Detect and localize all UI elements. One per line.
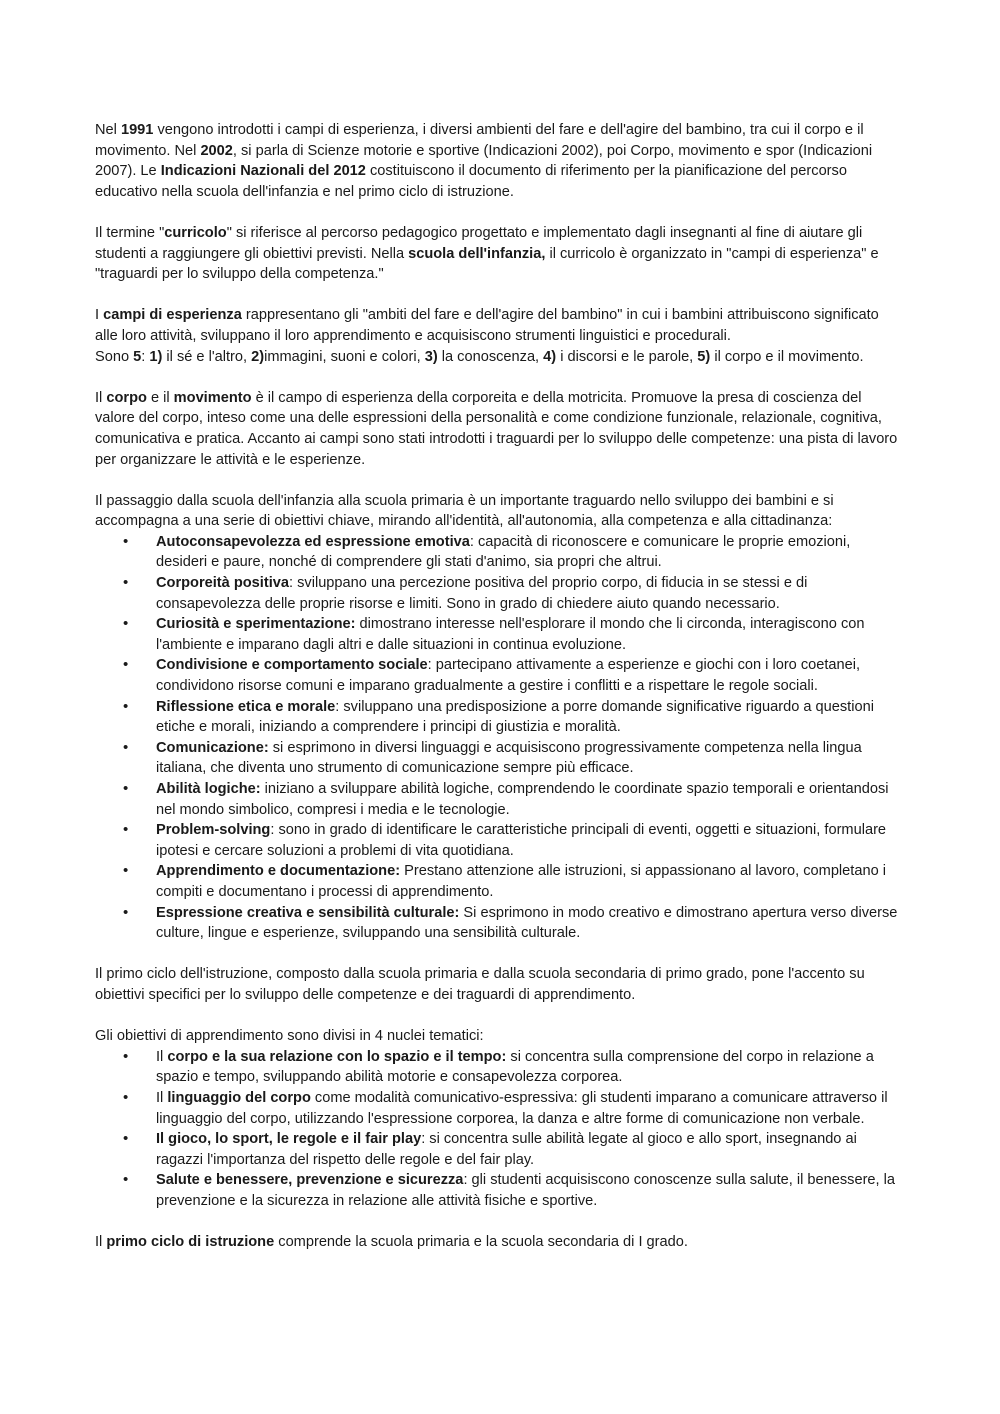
text-run: : si concentra sulle abilità legate al gioco e allo sport, insegnando ai ragazzi l'importanza del rispetto delle regole e del fair play. [156,1131,857,1168]
paragraph-curricolo [95,223,905,285]
text-run: come modalità comunicativo-espressiva: gli studenti imparano a comunicare attraverso il linguaggio del corpo, utilizzando l'espressione corporea, la danza e altre forme di comunicazione non verbale. [156,1089,888,1127]
bold-run: 2002 [200,142,233,159]
text-run: è il campo di esperienza della corporeita e della motricita. Promuove la presa di coscienza del valore del corpo, inteso come una delle espressioni della personalità e come condizione funzionale, relazionale, cognitiva, comunicativa e pratica. Accanto ai campi sono stati introdotti i traguardi per lo sviluppo delle competenze: una pista di lavoro per organizzare le attività e le esperienze. [95,389,898,468]
bullet-icon: • [123,574,129,592]
nucleo-item [123,1088,905,1129]
bold-run: Abilità logiche: [156,781,261,797]
text-run: i discorsi e le parole, [556,348,698,365]
bold-run: Espressione creativa e sensibilità culturale: [156,904,460,921]
bold-run: 1991 [120,122,154,138]
bold-run: Apprendimento e documentazione: [156,863,401,880]
paragraph-corpo-movimento [95,388,905,470]
bullet-icon: • [123,903,129,921]
text-run: Sono [95,348,134,365]
objective-item [123,903,905,944]
text-run: si esprimono in diversi linguaggi e acquisiscono progressivamente competenza nella lingua italiana, che diventa uno strumento di comunicazione sempre più efficace. [156,739,862,777]
text-run: immagini, suoni e colori, [264,348,425,365]
text-run: Il [95,389,107,406]
bullet-icon: • [123,1047,129,1065]
text-run: Il [156,1089,168,1106]
bold-run: movimento [173,389,252,406]
text-run: : [141,348,150,365]
text-run: il sé e l'altro, [162,348,252,365]
text-run: rappresentano gli "ambiti del fare e dell'agire del bambino" in cui i bambini attribuiscono significato alle loro attività, sviluppano il loro apprendimento e acquisiscono strumenti linguistici e procedurali. [95,307,879,344]
paragraph-primo-ciclo: Il primo ciclo dell'istruzione, composto dalla scuola primaria e dalla scuola secondaria di primo grado, pone l'accento su obiettivi specifici per lo sviluppo delle competenze e dei traguardi di apprendimento. [95,966,865,1003]
bold-run: Indicazioni Nazionali del 2012 [160,163,366,180]
objective-item [123,614,905,655]
bold-run: linguaggio del corpo [167,1089,311,1106]
paragraph-nuclei-intro: Gli obiettivi di apprendimento sono divisi in 4 nuclei tematici: [95,1028,484,1045]
bullet-icon: • [123,656,129,674]
text-run: : gli studenti acquisiscono conoscenze sulla salute, il benessere, la prevenzione e la sicurezza in relazione alle attività fisiche e sportive. [156,1172,896,1209]
nucleo-item [123,1170,905,1211]
text-run: Si esprimono in modo creativo e dimostrano apertura verso diverse culture, lingue e esperienze, sviluppando una sensibilità culturale. [156,904,898,942]
bold-run: Problem-solving [156,822,271,839]
paragraph-primo-ciclo-istruzione [95,1232,905,1253]
objective-item [123,573,905,614]
bullet-icon: • [123,1130,129,1148]
bullet-icon: • [123,780,129,797]
bold-run: corpo e la sua relazione con lo spazio e il tempo: [167,1048,507,1065]
nuclei-list [95,1047,905,1212]
bold-run: campi di esperienza [103,307,242,324]
bullet-icon: • [123,1171,129,1189]
text-run: : sviluppano una predisposizione a porre domande significative riguardo a questioni etiche e morali, iniziando a comprendere i principi di giustizia e moralità. [156,698,874,736]
bullet-icon: • [123,821,129,839]
nucleo-item [123,1047,905,1088]
text-run: : partecipano attivamente a esperienze e giochi con i loro coetanei, condividono risorse comuni e imparano gradualmente a gestire i conflitti e a rispettare le regole sociali. [156,657,861,695]
objective-item [123,532,905,573]
text-run: Il termine " [95,224,165,241]
bullet-icon: • [123,862,129,880]
text-run: il curricolo è organizzato in "campi di esperienza" e "traguardi per lo sviluppo della competenza." [95,245,879,283]
text-run: e il [146,389,174,406]
bold-run: 5) [697,348,711,365]
bold-run: primo ciclo di istruzione [106,1234,275,1251]
objective-item [123,738,905,779]
bold-run: 5 [133,348,142,365]
text-run: la conoscenza, [437,348,544,365]
bold-run: Autoconsapevolezza ed espressione emotiva [156,533,470,550]
text-run: iniziano a sviluppare abilità logiche, comprendendo le coordinate spazio temporali e orientandosi nel mondo simbolico, compresi i media e le tecnologie. [156,781,889,818]
text-run: : sviluppano una percezione positiva del proprio corpo, di fiducia in se stessi e di consapevolezza delle proprie risorse e limiti. Sono in grado di chiedere aiuto quando necessario. [156,575,808,612]
paragraph-passaggio: Il passaggio dalla scuola dell'infanzia alla scuola primaria è un importante traguardo nello sviluppo dei bambini e si accompagna a una serie di obiettivi chiave, mirando all'identità, all'autonomia, alla competenza e alla cittadinanza: [95,492,834,530]
text-run: Nel [95,122,121,138]
bold-run: corpo [106,389,147,406]
text-run: " si riferisce al percorso pedagogico progettato e implementato dagli insegnanti al fine di aiutare gli studenti a raggiungere gli obiettivi previsti. Nella [95,224,863,262]
bold-run: 3) [424,348,438,365]
text-run: comprende la scuola primaria e la scuola secondaria di I grado. [274,1234,688,1251]
objective-item [123,820,905,861]
text-run: costituiscono il documento di riferimento per la pianificazione del percorso educativo nella scuola dell'infanzia e nel primo ciclo di istruzione. [95,163,847,200]
objective-item [123,861,905,902]
text-run: dimostrano interesse nell'esplorare il mondo che li circonda, interagiscono con l'ambiente e imparano dagli altri e dalle situazioni in continua evoluzione. [156,616,865,653]
bullet-icon: • [123,532,129,550]
bold-run: Riflessione etica e morale [156,698,336,715]
text-run: Prestano attenzione alle istruzioni, si appassionano al lavoro, completano i compiti e documentano i processi di apprendimento. [156,863,886,900]
bold-run: curricolo [164,224,227,241]
text-run: : capacità di riconoscere e comunicare le proprie emozioni, desideri e paure, nonché di comprendere gli stati d'animo, sia propri che altrui. [156,533,851,571]
objective-item [123,779,905,820]
bold-run: Curiosità e sperimentazione: [156,616,356,633]
bold-run: 2) [251,348,265,365]
bold-run: Corporeità positiva [156,575,289,592]
nucleo-item [123,1129,905,1170]
bold-run: Salute e benessere, prevenzione e sicurezza [156,1172,464,1189]
text-run: il corpo e il movimento. [710,348,864,365]
paragraph-history [95,120,905,202]
text-run: si concentra sulla comprensione del corpo in relazione a spazio e tempo, sviluppando abilità motorie e consapevolezza corporea. [156,1048,874,1086]
bold-run: Condivisione e comportamento sociale [156,657,428,674]
text-run: vengono introdotti i campi di esperienza, i diversi ambienti del fare e dell'agire del bambino, tra cui il corpo e il movimento. Nel [95,122,864,159]
text-run: Il [156,1048,168,1065]
paragraph-campi-esperienza [95,305,905,367]
bullet-icon: • [123,738,129,756]
text-run: , si parla di Scienze motorie e sportive (Indicazioni 2002), poi Corpo, movimento e spor (Indicazioni 2007). Le [95,142,873,180]
bullet-icon: • [123,1088,129,1106]
bold-run: 1) [149,348,163,365]
objectives-list [95,532,905,944]
objective-item [123,655,905,696]
bold-run: Il gioco, lo sport, le regole e il fair play [156,1131,422,1148]
bullet-icon: • [123,697,129,715]
text-run: I [95,307,104,324]
text-run: Il [95,1234,107,1251]
bold-run: 4) [543,348,557,365]
objective-item [123,697,905,738]
bold-run: Comunicazione: [156,739,269,756]
bold-run: scuola dell'infanzia, [408,245,546,262]
text-run: : sono in grado di identificare le caratteristiche principali di eventi, oggetti e situazioni, formulare ipotesi e cercare soluzioni a problemi di vita quotidiana. [156,822,887,859]
bullet-icon: • [123,615,129,633]
